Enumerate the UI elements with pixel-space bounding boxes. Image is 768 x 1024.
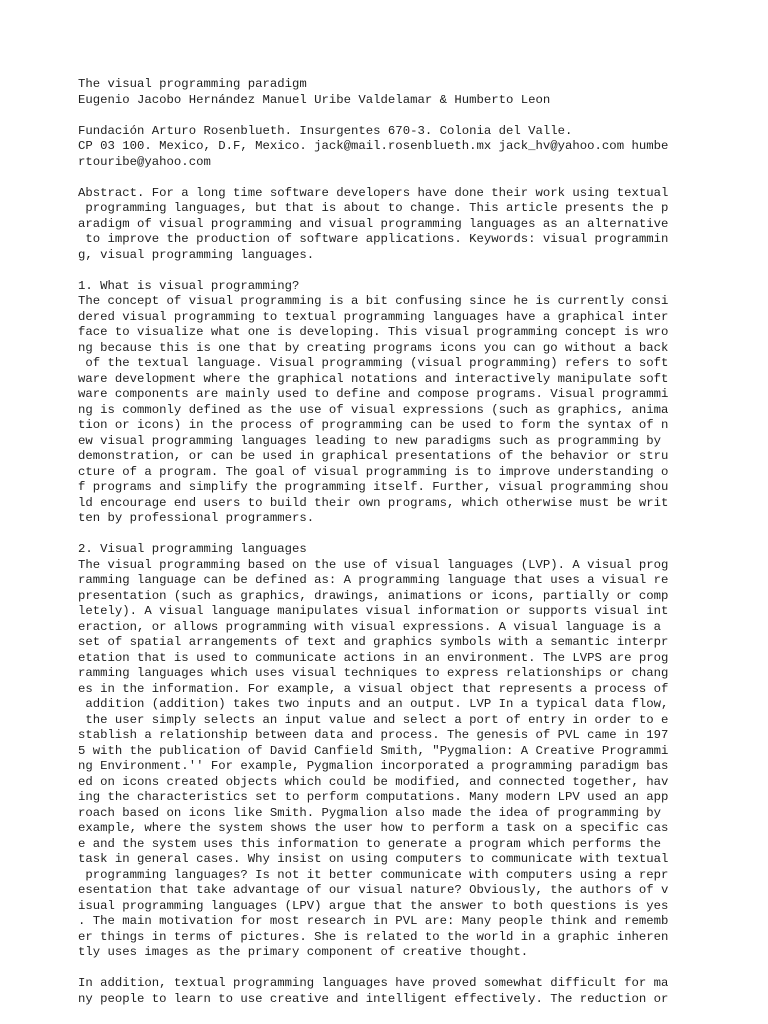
section-1-line: ew visual programming languages leading to new paradigms such as programming by xyxy=(78,433,661,448)
closing-line: ny people to learn to use creative and intelligent effectively. The reduction or xyxy=(78,991,669,1006)
section-1-line: demonstration, or can be used in graphical presentations of the behavior or stru xyxy=(78,449,669,463)
spacer xyxy=(78,527,718,543)
section-1-line: ld encourage end users to build their own programs, which otherwise must be writ xyxy=(78,495,669,510)
section-2-line: etation that is used to communicate actions in an environment. The LVPS are prog xyxy=(78,650,669,665)
section-2-line: the user simply selects an input value and select a port of entry in order to e xyxy=(78,712,669,727)
section-2-line: er things in terms of pictures. She is related to the world in a graphic inheren xyxy=(78,929,669,944)
document-authors: Eugenio Jacobo Hernández Manuel Uribe Valdelamar & Humberto Leon xyxy=(78,92,551,107)
section-1-line: of the textual language. Visual programming (visual programming) refers to soft xyxy=(78,356,669,370)
section-1-line: ng because this is one that by creating programs icons you can go without a back xyxy=(78,340,669,355)
section-2-line: presentation (such as graphics, drawings, animations or icons, partially or comp xyxy=(78,588,669,603)
affiliation-block xyxy=(78,124,718,171)
section-2-line: . The main motivation for most research in PVL are: Many people think and rememb xyxy=(78,914,669,928)
section-2-line: letely). A visual language manipulates visual information or supports visual int xyxy=(78,604,669,618)
section-1-line: f programs and simplify the programming itself. Further, visual programming shou xyxy=(78,480,669,494)
closing-paragraph xyxy=(78,976,718,1007)
section-2-line: eraction, or allows programming with visual expressions. A visual language is a xyxy=(78,619,661,634)
closing-line: In addition, textual programming languages have proved somewhat difficult for ma xyxy=(78,976,669,990)
section-1-line: face to visualize what one is developing. This visual programming concept is wro xyxy=(78,325,669,339)
section-2-line: e and the system uses this information to generate a program which performs the xyxy=(78,836,661,851)
affiliation-line: rtouribe@yahoo.com xyxy=(78,154,211,169)
document-title: The visual programming paradigm xyxy=(78,77,307,91)
section-1 xyxy=(78,279,718,527)
document-body xyxy=(78,77,718,1007)
section-1-line: tion or icons) in the process of programming can be used to form the syntax of n xyxy=(78,418,669,432)
section-2-heading: 2. Visual programming languages xyxy=(78,542,307,556)
abstract-line: aradigm of visual programming and visual programming languages as an alternative xyxy=(78,216,669,231)
section-2-line: set of spatial arrangements of text and graphics symbols with a semantic interpr xyxy=(78,635,669,649)
section-1-line: ten by professional programmers. xyxy=(78,511,315,525)
section-1-line: ware components are mainly used to define and compose programs. Visual programmi xyxy=(78,387,669,401)
section-2-line: task in general cases. Why insist on using computers to communicate with textual xyxy=(78,852,669,866)
section-2-line: tly uses images as the primary component of creative thought. xyxy=(78,945,529,959)
section-2-line: example, where the system shows the user how to perform a task on a specific cas xyxy=(78,821,669,835)
section-2-line: roach based on icons like Smith. Pygmalion also made the idea of programming by xyxy=(78,805,661,820)
affiliation-line: CP 03 100. Mexico, D.F, Mexico. jack@mail.rosenblueth.mx jack_hv@yahoo.com humbe xyxy=(78,139,669,153)
section-1-heading: 1. What is visual programming? xyxy=(78,278,300,293)
section-1-line: dered visual programming to textual programming languages have a graphical inter xyxy=(78,309,669,324)
spacer xyxy=(78,108,718,124)
section-2-line: programming languages? Is not it better communicate with computers using a repr xyxy=(78,867,669,882)
section-2-line: isual programming languages (LPV) argue that the answer to both questions is yes xyxy=(78,898,669,913)
section-2-line: addition (addition) takes two inputs and an output. LVP In a typical data flow, xyxy=(78,697,669,711)
section-1-line: ware development where the graphical notations and interactively manipulate soft xyxy=(78,371,669,386)
abstract-block xyxy=(78,186,718,264)
abstract-line: programming languages, but that is about to change. This article presents the p xyxy=(78,201,669,215)
section-2-line: ramming languages which uses visual techniques to express relationships or chang xyxy=(78,666,669,680)
section-1-line: The concept of visual programming is a bit confusing since he is currently consi xyxy=(78,294,669,308)
affiliation-line: Fundación Arturo Rosenblueth. Insurgentes 670-3. Colonia del Valle. xyxy=(78,123,573,138)
section-1-line: cture of a program. The goal of visual programming is to improve understanding o xyxy=(78,464,669,479)
section-2-line: es in the information. For example, a visual object that represents a process of xyxy=(78,681,669,696)
abstract-line: g, visual programming languages. xyxy=(78,247,315,262)
section-2-line: The visual programming based on the use of visual languages (LVP). A visual prog xyxy=(78,557,669,572)
section-2-line: ramming language can be defined as: A programming language that uses a visual re xyxy=(78,573,669,587)
section-2 xyxy=(78,542,718,961)
spacer xyxy=(78,170,718,186)
section-2-line: ng Environment.'' For example, Pygmalion incorporated a programming paradigm bas xyxy=(78,759,669,773)
section-2-line: stablish a relationship between data and process. The genesis of PVL came in 197 xyxy=(78,728,669,742)
section-2-line: ed on icons created objects which could be modified, and connected together, hav xyxy=(78,774,669,789)
spacer xyxy=(78,961,718,977)
section-2-line: ing the characteristics set to perform computations. Many modern LPV used an app xyxy=(78,790,669,804)
spacer xyxy=(78,263,718,279)
section-2-line: 5 with the publication of David Canfield Smith, "Pygmalion: A Creative Programmi xyxy=(78,743,669,758)
abstract-line: to improve the production of software applications. Keywords: visual programmin xyxy=(78,232,669,246)
section-1-line: ng is commonly defined as the use of visual expressions (such as graphics, anima xyxy=(78,402,669,417)
section-2-line: esentation that take advantage of our visual nature? Obviously, the authors of v xyxy=(78,883,669,897)
abstract-line: Abstract. For a long time software developers have done their work using textual xyxy=(78,185,669,200)
